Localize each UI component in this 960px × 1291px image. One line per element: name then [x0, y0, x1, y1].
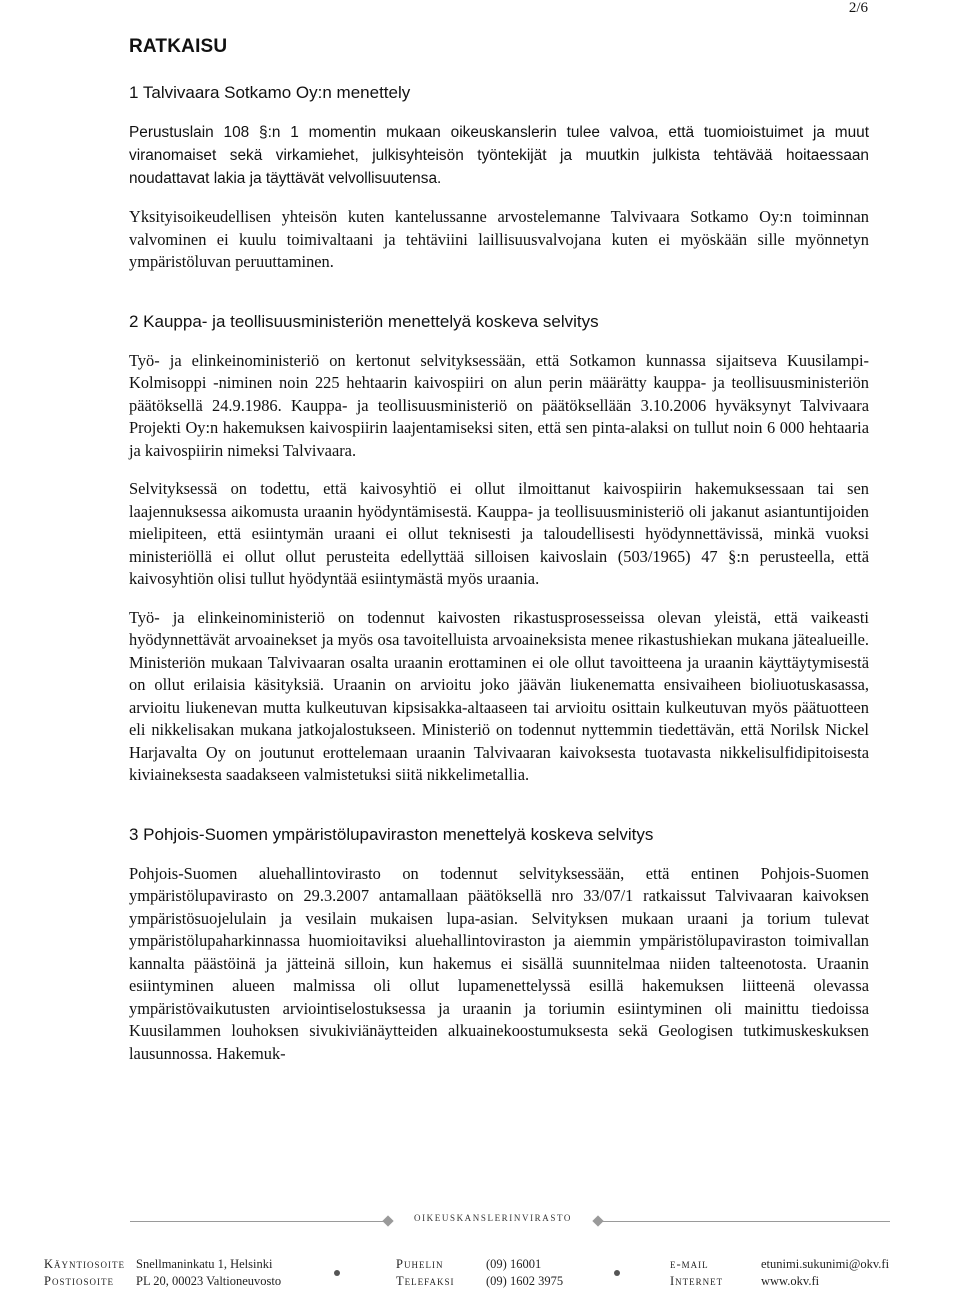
footer-rule-left	[130, 1221, 388, 1222]
footer-fax-value: (09) 1602 3975	[486, 1274, 564, 1288]
footer-bullet-1	[334, 1270, 340, 1276]
footer-rule-right	[598, 1221, 890, 1222]
page-number: 2/6	[848, 0, 868, 16]
section-3-title: 3 Pohjois-Suomen ympäristölupaviraston menettelyä koskeva selvitys	[129, 824, 654, 844]
footer-postal-value: PL 20, 00023 Valtioneuvosto	[136, 1274, 282, 1288]
section-2-paragraph-3: Työ- ja elinkeinoministeriö on todennut kaivosten rikastusprosesseissa olevan yleistä, että vaikeasti hyödynnettävät arvoainekset ja myös osa tavoitelluista arvoaineksista menee rikastushiekan mukana jätealueille. Ministeriön mukaan Talvivaaran osalta uraanin erottaminen ei ole ollut tavoitteena ja uraanin käyttäytymisestä on ollut erilaisia käsityksiä. Uraanin on arvioitu joko jäävän liukenematta ensivaiheen bioliuotuskasassa, arvioitu liukenevan mutta kulkeutuvan kipsisakka-altaaseen tai arvioitu osittain kulkeutuvan myös päätuotteen eli nikkelisakan mukana jatkojalostukseen. Ministeriö on todennut nyttemmin tiedettävän, että Norilsk Nickel Harjavalta Oy on joutunut erottelemaan uraanin Talvivaaran kaivoksesta tuotavasta nikkelisulfidipitoisesta kiviaineksesta saadakseen valmistetuksi siitä nikkelimetallia.	[129, 607, 869, 784]
footer-phone-value: (09) 16001	[486, 1257, 542, 1271]
footer-internet-label: Internet	[670, 1274, 724, 1288]
footer-postal-label: Postiosoite	[44, 1274, 114, 1288]
footer-fax-label: Telefaksi	[396, 1274, 455, 1288]
section-1-paragraph-1: Perustuslain 108 §:n 1 momentin mukaan oikeuskanslerin tulee valvoa, että tuomioistuimet ja muut viranomaiset sekä virkamiehet, julkisyhteisön työntekijät ja muutkin julkista tehtävää hoitaessaan noudattavat lakia ja täyttävät velvollisuutensa.	[129, 124, 869, 187]
section-3-paragraph-1: Pohjois-Suomen aluehallintovirasto on todennut selvityksessään, että entinen Pohjois-Suomen ympäristölupavirasto on 29.3.2007 antamallaan päätöksellä nro 33/07/1 ratkaissut Talvivaaran kaivoksen ympäristösuojelulain ja vesilain mukaisen lupa-asian. Selvityksen mukaan uraani ja torium tulevat ympäristölupaharkinnassa huomioitaviksi aluehallintoviraston ja aiemmin ympäristölupaviraston toimivallan kannalta päästöinä ja jätteinä silloin, kun hakemus ei sisällä suunnitelmaa niiden talteenotosta. Uraanin esiintyminen alueen malmissa oli ollut lupamenettelyssä esillä hakemuksen liitteenä olevassa ympäristövaikutusten arviointiselostuksessa ja uraanin ja toriumin esiintyminen oli mainittu tiedoissa Kuusilammen louhoksen sivukiviänäytteiden alkuainekoostumuksesta sekä Geologisen tutkimuskeskuksen lausunnossa. Hakemuk-	[129, 863, 869, 1063]
footer-email-label: e-mail	[670, 1257, 709, 1271]
footer-ornament-left	[382, 1215, 393, 1226]
section-2-paragraph-1: Työ- ja elinkeinoministeriö on kertonut selvityksessään, että Sotkamon kunnassa sijaitseva Kuusilampi-Kolmisoppi -niminen noin 225 hehtaarin kaivospiiri on alun perin määrätty kauppa- ja teollisuusministeriön päätöksellä 24.9.1986. Kauppa- ja teollisuusministeriö on päätöksellään 3.10.2006 hyväksynyt Talvivaara Projekti Oy:n hakemuksen kaivospiirin laajentamiseksi siten, että sen pinta-alaksi on tullut noin 6 000 hehtaaria ja kaivospiirin nimeksi Talvivaara.	[129, 350, 869, 460]
footer-phone-label: Puhelin	[396, 1257, 444, 1271]
footer	[0, 1200, 960, 1291]
section-2-paragraph-2: Selvityksessä on todettu, että kaivosyhtiö ei ollut ilmoittanut kaivospiirin hakemuksessaan tai sen laajennuksessa aikomusta uraanin hyödyntämisestä. Kauppa- ja teollisuusministeriö oli jakanut asiantuntijoiden mielipiteen, että esiintymän uraani ei ollut teknisesti ja taloudellisesti hyödynnettävissä, minkä vuoksi ministeriöllä ei ollut ollut perusteita edellyttää silloisen kaivoslain (503/1965) 47 §:n perusteella, että kaivosyhtiön olisi tullut hyödyntää esiintymästä myös uraania.	[129, 479, 869, 588]
document-body	[129, 36, 869, 1065]
footer-email-value[interactable]: etunimi.sukunimi@okv.fi	[761, 1257, 890, 1271]
footer-internet-value[interactable]: www.okv.fi	[761, 1274, 820, 1288]
footer-visiting-value: Snellmaninkatu 1, Helsinki	[136, 1257, 273, 1271]
footer-brand: oikeuskanslerinvirasto	[413, 1210, 573, 1224]
footer-bullet-2	[614, 1270, 620, 1276]
page-title: RATKAISU	[129, 36, 228, 57]
section-2-title: 2 Kauppa- ja teollisuusministeriön menettelyä koskeva selvitys	[129, 311, 599, 331]
section-1-title: 1 Talvivaara Sotkamo Oy:n menettely	[129, 83, 411, 102]
footer-visiting-label: Käyntiosoite	[44, 1257, 126, 1271]
section-1-paragraph-2: Yksityisoikeudellisen yhteisön kuten kantelussanne arvostelemanne Talvivaara Sotkamo Oy:n toiminnan valvominen ei kuulu toimivaltaani ja tehtäviini laillisuusvalvojana kuten ei myöskään sille myönnetyn ympäristöluvan peruuttaminen.	[129, 207, 869, 271]
